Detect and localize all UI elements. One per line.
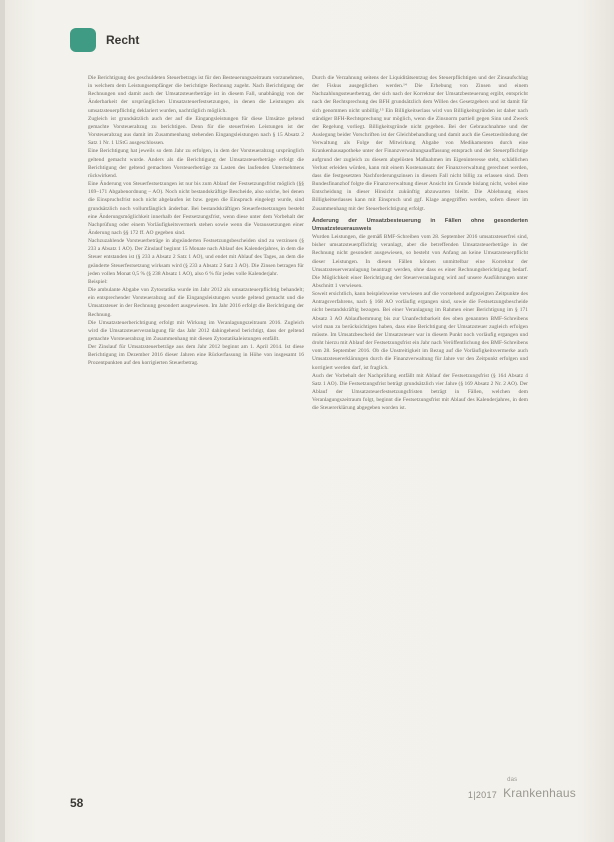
right-column — [312, 74, 528, 413]
paragraph: Soweit ersichtlich, kann beispielsweise verwiesen auf die vorstehend aufgezeigten Zeitpunkte des Antragsverfahrens, nach § 168 AO vorläufig ergangen sind, sowie die Festsetzungsbescheide nicht bestandskräftig bezogen. Bei einer Veranlagung im Rahmen einer Berichtigung im § 171 Absatz 3 AO Ablaufhemmung bis zur Unanfechtbarkeit des oben genannten BMF-Schreibens wird man zu berücksichtigen haben, dass eine Berichtigung der Umsatzsteuer zugleich erfolgen müsste. Im Umsatzbescheid der Umsatzsteuer war in diesem Punkt noch vorläufig ergangen und droht hierzu mit Ablauf der Festsetzungsfrist ein Jahr nach Veröffentlichung des BMF-Schreibens vom 28. September 2016. Ob die Unstreitigkeit im Bezug auf die Vorläufigkeitsvermerke auch Umsatzsteuererklärungen durch die Finanzverwaltung für Jahre vor den Zeitpunkt erfolgen und korrigiert werden darf, ist fraglich. — [312, 291, 528, 371]
paragraph: Zugleich ist grundsätzlich auch der auf die Eingangsleistungen für diese Umsätze geltend gemachte Vorsteuerabzug zu berichtigen. Denn für die steuerfreien Leistungen ist der Vorsteuerabzug aus damit im Zusammenhang stehenden Eingangsleistungen nach § 15 Absatz 2 Satz 1 Nr. 1 UStG ausgeschlossen. — [88, 115, 304, 147]
paragraph: Durch die Verzahnung seitens der Liquiditätsentzug des Steuerpflichtigen und der Zinsaufschlag der Fiskus ausgeglichen werden.¹⁴ Die Erhebung von Zinsen und einem Nachzahlungssteuerbetrag, der sich nach der Korrektur der Umsatzbesteuerung ergibt, entspricht nach der Rechtsprechung des BFH grundsätzlich dem Willen des Gesetzgebers und ist damit für sich genommen nicht unbillig.¹⁵ Ein Billigkeitserlass wird von Billigkeitsgründen ist daher nach ständiger BFH-Rechtsprechung nur möglich, wenn die Zinsnorm partiell gegen Sinn und Zweck der Regelung vorliegt. Billigkeitsgründe nicht gegeben. Bei der Gebrauchnahme und der Auslegung beider Vorschriften ist der Gleichbehandlung und damit auch die Gesetzesbindung der Verwaltung als Folge der Mitwirkung Abgabe von Medikamenten durch eine Krankenhausapotheke unter der Finanzverwaltungsauffassung entsprach und der Steuerpflichtige aufgrund der zugleich zu diesem abgelösten Maßnahmen im Eigeninteresse steht, schädlichen Verlust erleiden würden, kann mit einem Kostenansatz der Finanzverwaltung gerechnet werden, dass die festgesetzten Nachforderungszinsen in diesem Fall nicht billig zu erlassen sind. Dem Bundesfinanzhof folgte die Finanzverwaltung dieser Ansicht im Grunde bislang nicht, wobei eine Entscheidung in dieser Hinsicht zukünftig abzuwarten bleibt. Die Ablehnung eines Billigkeitserlasses kann mit Einspruch und ggf. Klage angegriffen werden, sofern dieser im Zusammenhang mit der Steuerberichtigung erfolgt. — [312, 75, 528, 212]
paragraph: Eine Änderung von Steuerfestsetzungen ist nur bis zum Ablauf der Festsetzungsfrist möglich (§§ 169–171 Abgabenordnung – AO). Noch nicht bestandskräftige Bescheide, also solche, bei denen die Einspruchsfrist noch nicht abgelaufen ist bzw. gegen die Einspruch eingelegt wurde, sind grundsätzlich noch vollumfänglich änderbar. Bei bestandskräftigen Steuerfestsetzungen besteht eine Änderungsmöglichkeit innerhalb der Festsetzungsfrist, wenn diese unter dem Vorbehalt der Nachprüfung oder einem Vorläufigkeitsvermerk stehen sowie wenn die Voraussetzungen einer Änderung nach §§ 172 ff. AO gegeben sind. — [88, 181, 304, 236]
left-column — [88, 74, 304, 368]
magazine-logo-mark: das — [507, 777, 518, 783]
paragraph: Wurden Leistungen, die gemäß BMF-Schreiben vom 28. September 2016 umsatzsteuerfrei sind, bisher umsatzsteuerpflichtig veranlagt, aber die betreffenden Umsatzsteuerbeträge in der Rechnung nicht gesondert ausgewiesen, so besteht von Anfang an keine Umsatzsteuerpflicht dieser Leistungen. In diesen Fällen können unmittelbar eine Korrektur der Umsatzsteuerveranlagung beantragt werden, ohne dass es einer Rechnungsberichtigung bedarf. Die Möglichkeit einer Berichtigung der Steuerveranlagung wird auf unsere Ausführungen unter Abschnitt 1 verwiesen. — [312, 234, 528, 289]
paragraph: Auch der Vorbehalt der Nachprüfung entfällt mit Ablauf der Festsetzungsfrist (§ 164 Absatz 4 Satz 1 AO). Die Festsetzungsfrist beträgt grundsätzlich vier Jahre (§ 169 Absatz 2 Nr. 2 AO). Der Ablauf der Umsatzsteuerfestsetzungsfristen beträgt in Fällen, welchen dem Veranlagungszeitraum folgt, beginnt die Festsetzungsfrist mit Ablauf des Kalenderjahres, in dem die Steuererklärung abgegeben worden ist. — [312, 372, 528, 412]
example-label: Beispiel: — [88, 278, 108, 285]
page-fold-shadow — [0, 0, 5, 842]
paragraph: Nachzuzahlende Vorsteuerbeträge in abgeänderten Festsetzungsbescheiden sind zu verzinsen (§ 233 a Absatz 1 AO). Der Zinslauf beginnt 15 Monate nach Ablauf des Kalenderjahres, in dem die Steuer entstanden ist (§ 233 a Absatz 2 Satz 1 AO), und endet mit Ablauf des Tages, an dem die geänderte Steuerfestsetzung wirksam wird (§ 233 a Absatz 2 Satz 3 AO). Die Zinsen betragen für jeden vollen Monat 0,5 % (§ 238 Absatz 1 AO), also 6 % für jedes volle Kalenderjahr. — [88, 238, 304, 277]
section-header — [70, 28, 139, 52]
section-color-tab — [70, 28, 96, 52]
magazine-logo — [503, 777, 576, 800]
paragraph: Die ambulante Abgabe von Zytostatika wurde im Jahr 2012 als umsatzsteuerpflichtig behandelt; ein entsprechender Vorsteuerabzug auf die Eingangsleistungen wurde geltend gemacht und die Umsatzsteuer in der Rechnung gesondert ausgewiesen. Im Jahr 2016 erfolgt die Berichtigung der Rechnung. — [88, 287, 304, 318]
subheading: Änderung der Umsatzbesteuerung in Fällen ohne gesonderten Umsatzsteuerausweis — [312, 217, 528, 232]
page-number: 58 — [70, 796, 84, 810]
magazine-logo-text: Krankenhaus — [503, 786, 576, 800]
paragraph: Die Berichtigung des geschuldeten Steuerbetrags ist für den Besteuerungszeitraum vorzunehmen, in welchem dem Leistungsempfänger die berichtigte Rechnung zugeht. Nach Berichtigung der Rechnungen und damit auch der Umsatzsteuerbeträge ist in diesem Fall, unabhängig von der Änderbarkeit der ursprünglichen Umsatzsteuerfestsetzungen, in denen die Leistungen als umsatzsteuerpflichtig deklariert wurden, nachträglich möglich. — [88, 75, 304, 114]
section-title: Recht — [106, 33, 140, 47]
paragraph: Der Zinslauf für Umsatzsteuerbeträge aus dem Jahr 2012 beginnt am 1. April 2014. Ist diese Berichtigung im Dezember 2016 dieser Jahren eine Rückerfassung in Höhe von insgesamt 16 Prozentpunkten auf den korrigierten Steuerbetrag. — [88, 344, 304, 367]
footer-masthead — [467, 777, 576, 800]
paragraph: Eine Berichtigung hat jeweils so dem Jahr zu erfolgen, in dem der Vorsteuerabzug ursprünglich geltend gemacht wurde. Anders als die Berichtigung der Umsatzsteuerbeträge erfolgt die Berichtigung der geltend gemachten Vorsteuerbeträge zu Lasten des laufenden Unternehmens rückwirkend. — [88, 148, 304, 179]
issue-number: 1|2017 — [467, 790, 498, 800]
paragraph: Die Umsatzsteuerberichtigung erfolgt mit Wirkung im Veranlagungszeitraum 2016. Zugleich wird die Umsatzsteuerveranlagung für das Jahr 2012 dahingehend berichtigt, dass der geltend gemachte Vorsteuerabzug im Zusammenhang mit diesen Zytostatikaleistungen entfällt. — [88, 319, 304, 342]
